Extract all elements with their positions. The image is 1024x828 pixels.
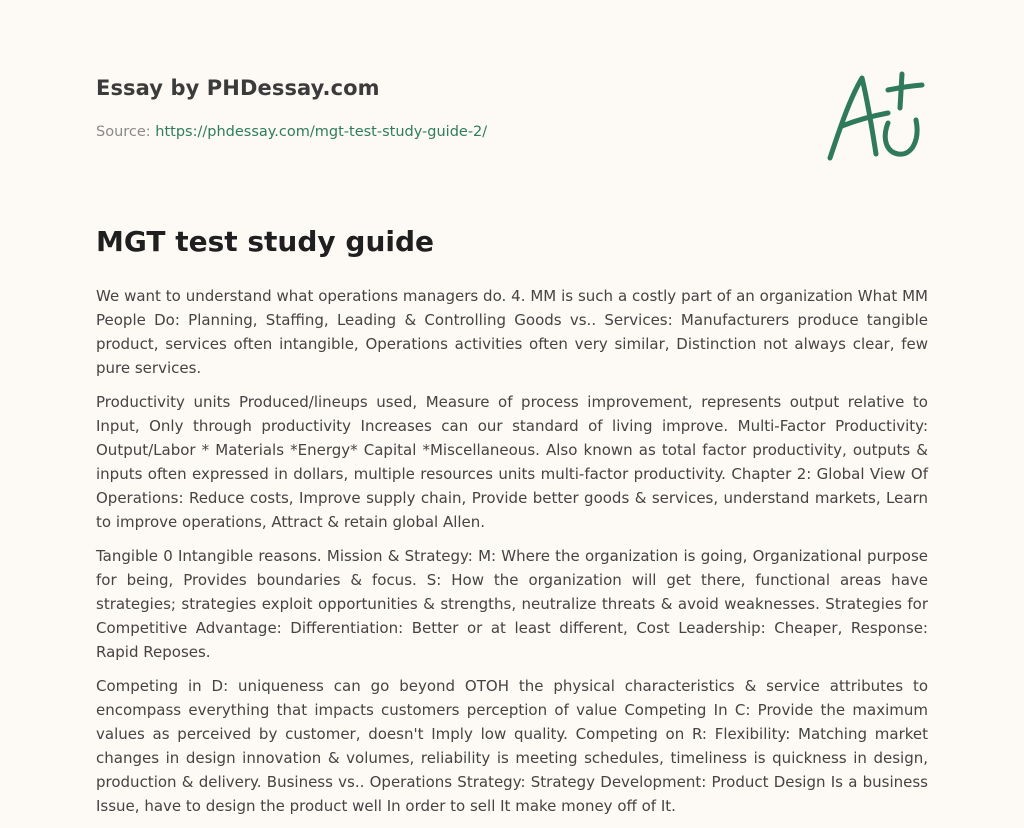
paragraph: Tangible 0 Intangible reasons. Mission & Strategy: M: Where the organization is going, Organizational purpose for being, Provides boundaries & focus. S: How the organization will get there, functional areas have strategies; strategies exploit opportunities & strengths, neutralize threats & avoid weaknesses. Strategies for Competitive Advantage: Differentiation: Better or at least different, Cost Leadership: Cheaper, Response: Rapid Reposes. [96, 547, 928, 661]
paragraph: Competing in D: uniqueness can go beyond OTOH the physical characteristics & service attributes to encompass everything that impacts customers perception of value Competing In C: Provide the maximum values as perceived by customer, doesn't Imply low quality. Competing on R: Flexibility: Matching market changes in design innovation & volumes, reliability is meeting schedules, timeliness is quickness in design, production & delivery. Business vs.. Operations Strategy: Strategy Development: Product Design Is a business Issue, have to design the product well In order to sell It make money off of It. [96, 677, 928, 815]
essay-title: MGT test study guide [96, 225, 435, 258]
source-label: Source: [96, 124, 156, 140]
paragraph: We want to understand what operations managers do. 4. MM is such a costly part of an organization What MM People Do: Planning, Staffing, Leading & Controlling Goods vs.. Services: Manufacturers produce tangible product, services often intangible, Operations activities often very similar, Distinction not always clear, few pure services. [96, 287, 928, 377]
source-line [96, 124, 487, 140]
paragraph: Productivity units Produced/lineups used, Measure of process improvement, represents output relative to Input, Only through productivity Increases can our standard of living improve. Multi-Factor Productivity: Output/Labor * Materials *Energy* Capital *Miscellaneous. Also known as total factor productivity, outputs & inputs often expressed in dollars, multiple resources units multi-factor productivity. Chapter 2: Global View Of Operations: Reduce costs, Improve supply chain, Provide better goods & services, understand markets, Learn to improve operations, Attract & retain global Allen. [96, 393, 928, 531]
source-link[interactable]: https://phdessay.com/mgt-test-study-guide-2/ [155, 124, 488, 140]
page-header [96, 76, 928, 140]
essay-body [96, 284, 928, 828]
a-plus-icon [822, 68, 928, 164]
brand-title: Essay by PHDessay.com [96, 76, 380, 100]
